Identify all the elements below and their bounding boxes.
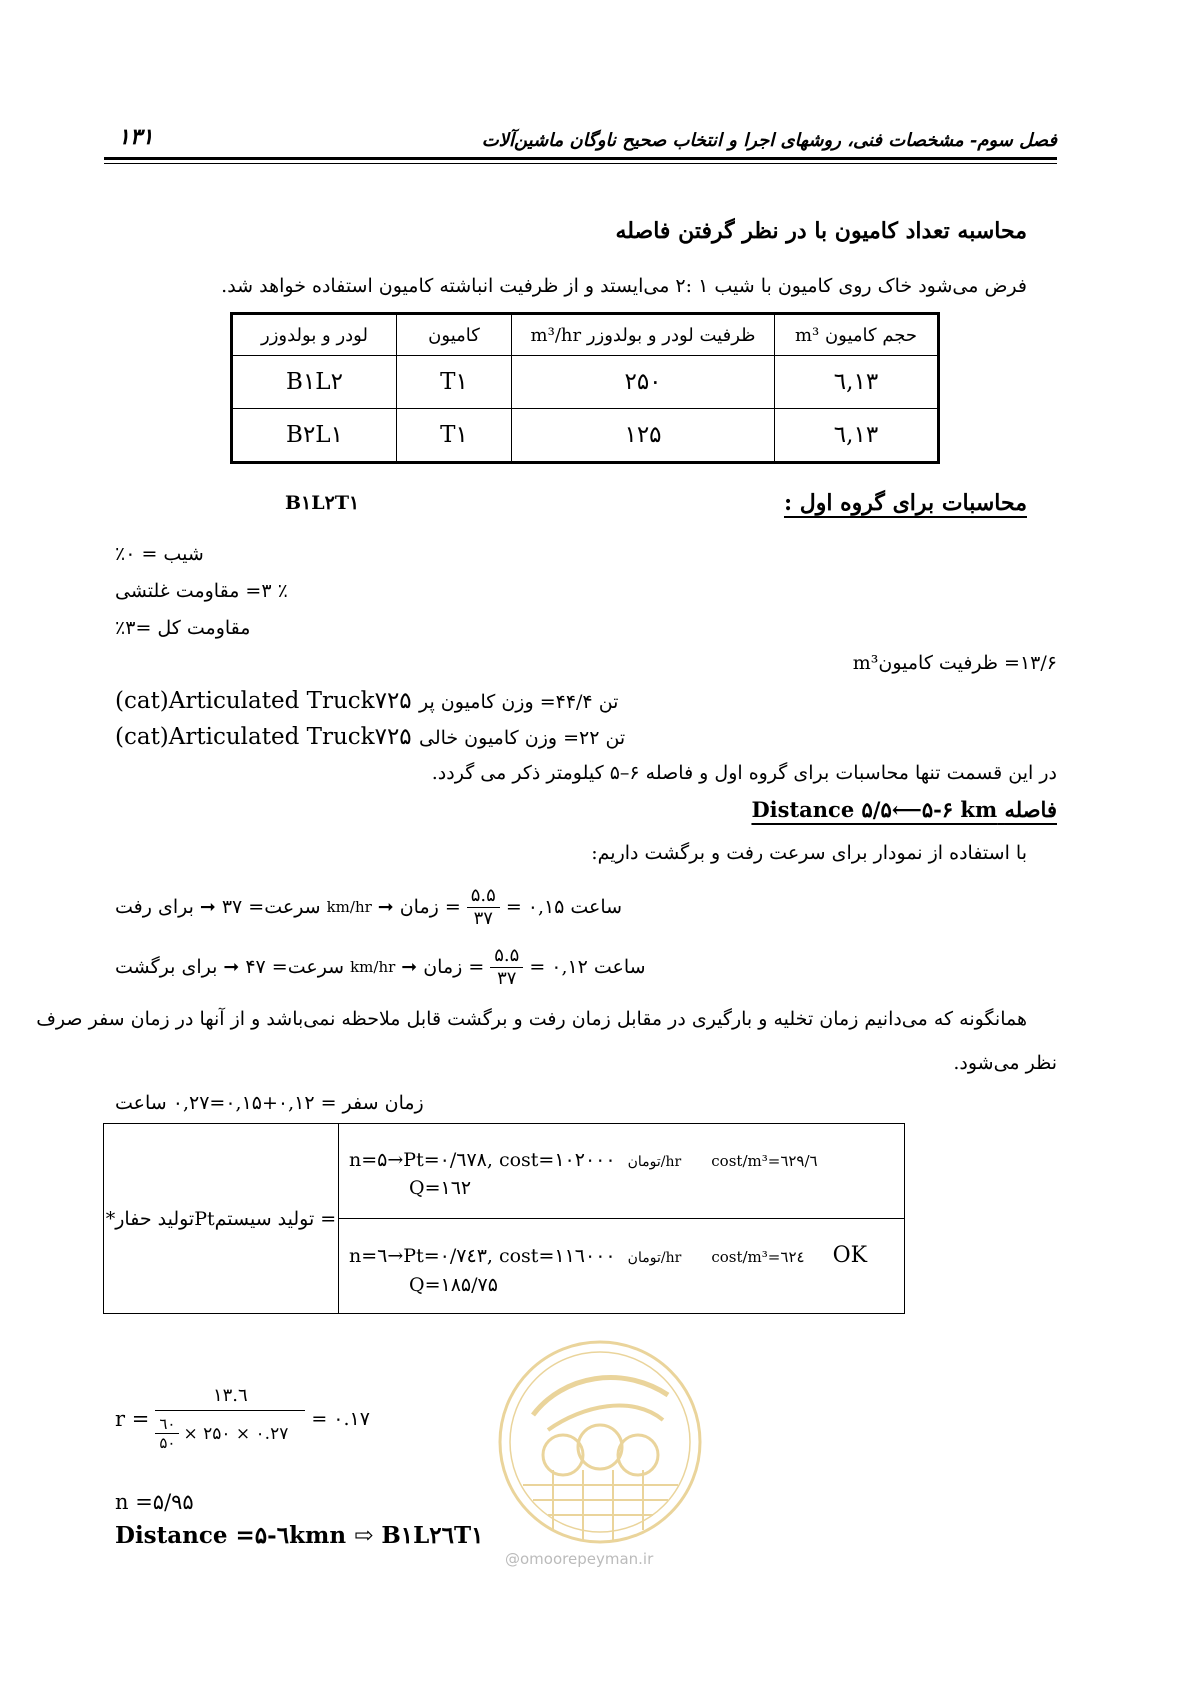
go-hour: ساعت: [570, 896, 623, 918]
production-row-2: [339, 1219, 905, 1314]
back-label: برای برگشت: [115, 956, 218, 978]
chapter-title: فصل سوم- مشخصات فنی، روشهای اجرا و انتخاب صحیح ناوگان ماشین‌آلات: [481, 130, 1057, 151]
go-fraction-den: ۳۷: [473, 907, 493, 929]
go-result: ۰,۱۵: [527, 896, 565, 918]
table-cell: ۱۳,٦: [775, 356, 939, 409]
equipment-table: [230, 312, 940, 464]
header-rule-thin: [104, 163, 1057, 164]
r-rest: × ۲۵۰ × ۰.۲۷: [183, 1423, 289, 1444]
back-equation: برای برگشت ➞ سرعت= ۴۷ km/hr ➞ زمان = $\frac{۵.۵}{۳۷}$ = ۰,۱۲ ساعت: [115, 944, 646, 989]
truck-capacity: [853, 652, 1057, 674]
section-title: محاسبه تعداد کامیون با در نظر گرفتن فاصله: [615, 218, 1027, 244]
r-formula: [115, 1385, 370, 1452]
table-cell: B۲L۱: [232, 409, 397, 463]
slope-line: شیب = ۰٪: [115, 543, 204, 565]
back-time-label: زمان: [423, 956, 463, 978]
go-speed: سرعت= ۳۷: [221, 896, 321, 918]
n-value: n =۵/۹۵: [115, 1490, 194, 1514]
row2-cost: cost/m³=٦۲٤: [711, 1247, 805, 1266]
paragraph-line-2: نظر می‌شود.: [953, 1052, 1057, 1074]
table-row: [104, 1124, 905, 1219]
total-resistance-line: مقاومت کل =۳٪: [115, 617, 251, 639]
go-equation: برای رفت ➞ سرعت= ۳۷ km/hr ➞ زمان = $\frac{۵.۵}{۳۷}$ = ۰,۱۵ ساعت: [115, 884, 623, 929]
chart-intro: با استفاده از نمودار برای سرعت رفت و برگشت داریم:: [591, 842, 1027, 864]
header-rule-thick: [104, 157, 1057, 160]
table-header-row: [232, 314, 939, 356]
production-table: [103, 1123, 905, 1314]
group1-title: محاسبات برای گروه اول :: [783, 490, 1027, 516]
watermark-text: @omoorepeyman.ir: [505, 1550, 654, 1568]
arrow-icon: ➞: [377, 896, 394, 918]
full-truck-weight: [115, 688, 618, 714]
r-result: = ۰.۱۷: [311, 1407, 370, 1430]
production-label-cell: = تولید سیستمPtتولید حفار*: [104, 1124, 339, 1314]
arrow-icon: ➞: [199, 896, 216, 918]
full-truck-ton: تن ۴۴/۴= وزن کامیون پر: [418, 691, 619, 713]
truck-capacity-text: ۱۳/۶= ظرفیت کامیون: [878, 652, 1057, 674]
go-time-label: زمان: [399, 896, 439, 918]
group1-code: B۱L۲T۱: [285, 492, 360, 514]
table-header-cell: ظرفیت لودر و بولدوزر m³/hr: [512, 314, 775, 356]
table-cell: T۱: [397, 409, 512, 463]
row1-equation: n=۵→Pt=۰/٦۷۸, cost=۱۰۲۰۰۰: [349, 1149, 616, 1171]
row1-cost: cost/m³=٦۲۹/٦: [711, 1152, 818, 1170]
row2-unit: تومان/hr: [627, 1249, 682, 1266]
empty-truck-ton: تن ۲۲= وزن کامیون خالی: [418, 727, 626, 749]
row2-q: Q=۱۸۵/۷۵: [409, 1273, 498, 1296]
production-row-1: [339, 1124, 905, 1219]
travel-time: زمان سفر = ۰,۱۲+۰,۱۵=۰,۲۷ ساعت: [115, 1092, 424, 1114]
arrow-icon: ➞: [223, 956, 240, 978]
page-number: ۱۳۱: [118, 124, 154, 150]
back-fraction: [490, 945, 523, 990]
intro-text: فرض می‌شود خاک روی کامیون با شیب ۱ :۲ می‌ایستد و از ظرفیت انباشته کامیون استفاده خواهد شد.: [221, 275, 1027, 297]
back-hour: ساعت: [593, 956, 646, 978]
back-unit: km/hr: [350, 958, 396, 976]
go-fraction: [467, 885, 500, 930]
distance-heading-en: Distance ۵/۵⟵۵-۶ km: [751, 797, 998, 822]
rolling-resistance-line: ٪ ۳= مقاومت غلتشی: [115, 580, 288, 602]
arrow-icon: ➞: [401, 956, 418, 978]
row1-unit: تومان/hr: [627, 1154, 682, 1170]
table-header-cell: لودر و بولدوزر: [232, 314, 397, 356]
table-cell: T۱: [397, 356, 512, 409]
r-inner-num: ٦۰: [155, 1415, 179, 1434]
table-row: [232, 409, 939, 463]
back-result: ۰,۱۲: [551, 956, 588, 978]
table-header-cell: حجم کامیون m³: [775, 314, 939, 356]
truck-capacity-unit: m³: [852, 652, 879, 674]
distance-note: در این قسمت تنها محاسبات برای گروه اول و فاصله ۶–۵ کیلومتر ذکر می گردد.: [431, 762, 1057, 784]
r-inner-den: ۵۰: [159, 1434, 176, 1452]
row2-equation: n=٦→Pt=۰/۷٤۳, cost=۱۱٦۰۰۰: [349, 1244, 616, 1267]
table-cell: ۲۵۰: [512, 356, 775, 409]
back-fraction-den: ۳۷: [497, 967, 517, 989]
go-fraction-num: ۵.۵: [467, 885, 500, 908]
distance-heading-fa: فاصله: [1004, 797, 1057, 822]
table-cell: B۱L۲: [232, 356, 397, 409]
back-fraction-num: ۵.۵: [490, 945, 523, 968]
back-speed: سرعت= ۴۷: [245, 956, 345, 978]
empty-truck-weight: [115, 724, 625, 750]
final-result: Distance =۵-٦kmn ⇨ B۱L۲٦T۱: [115, 1522, 484, 1549]
full-truck-model: (cat)Articulated Truck۷۲۵: [115, 688, 412, 714]
stamp-logo-icon: [493, 1335, 708, 1550]
table-cell: ۱۲۵: [512, 409, 775, 463]
r-inner-fraction: [155, 1415, 179, 1452]
go-label: برای رفت: [115, 896, 194, 918]
r-fraction: [155, 1385, 305, 1452]
r-lhs: r =: [115, 1406, 150, 1431]
row1-q: Q=۱٦۲: [409, 1177, 472, 1199]
r-fraction-num: ۱۳.٦: [155, 1385, 305, 1411]
distance-heading: [751, 797, 1057, 822]
go-unit: km/hr: [326, 898, 372, 916]
table-row: [232, 356, 939, 409]
empty-truck-model: (cat)Articulated Truck۷۲۵: [115, 724, 412, 750]
row2-ok: OK: [832, 1242, 868, 1268]
table-header-cell: کامیون: [397, 314, 512, 356]
table-cell: ۱۳,٦: [775, 409, 939, 463]
paragraph-line-1: همانگونه که می‌دانیم زمان تخلیه و بارگیری در مقابل زمان رفت و برگشت قابل ملاحظه نمی‌باشد و از آنها در زمان سفر صرف: [36, 1008, 1027, 1030]
